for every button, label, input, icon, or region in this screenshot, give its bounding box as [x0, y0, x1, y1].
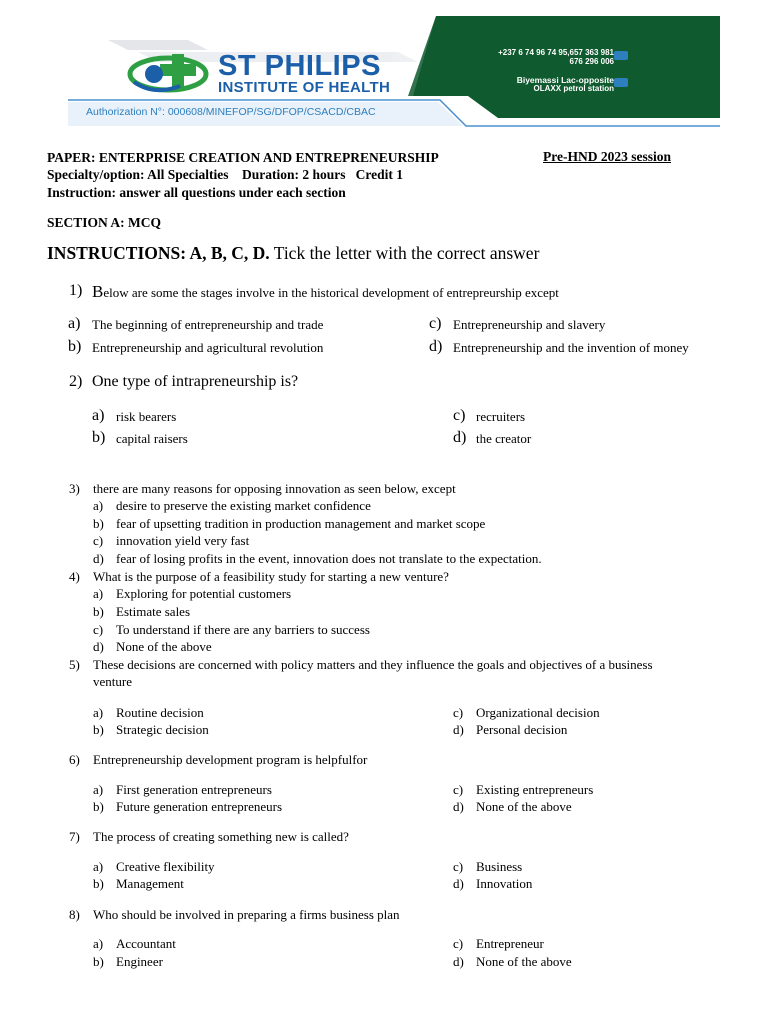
option-text[interactable]: None of the above — [116, 639, 212, 654]
question-first-letter: B — [92, 282, 104, 301]
option-text[interactable]: The beginning of entrepreneurship and trade — [92, 317, 324, 332]
question-text: These decisions are concerned with policy matters and they influence the goals and objectives of a business — [93, 657, 653, 672]
option-letter: d) — [453, 876, 464, 891]
question-text: One type of intrapreneurship is? — [92, 373, 299, 390]
option-text[interactable]: None of the above — [476, 799, 572, 814]
option-letter: c) — [453, 936, 464, 951]
question-number: 1) — [69, 282, 83, 299]
option-text[interactable]: Accountant — [116, 936, 176, 951]
question-text: there are many reasons for opposing innovation as seen below, except — [93, 481, 456, 496]
question-number: 6) — [69, 752, 80, 767]
question-text: The process of creating something new is called? — [93, 829, 349, 844]
option-letter: c) — [93, 533, 104, 548]
option-letter: b) — [68, 338, 82, 355]
option-text[interactable]: Management — [116, 876, 184, 891]
phone-line-1: +237 6 74 96 74 95,657 363 981 — [498, 48, 614, 57]
paper-title: PAPER: ENTERPRISE CREATION AND ENTREPRENEURSHIP — [47, 150, 439, 165]
option-text[interactable]: fear of upsetting tradition in production management and market scope — [116, 516, 486, 531]
institute-name: ST PHILIPS — [218, 50, 381, 82]
option-letter: c) — [93, 622, 104, 637]
option-letter: d) — [453, 722, 464, 737]
question-text: Entrepreneurship development program is helpfulfor — [93, 752, 368, 767]
option-letter: c) — [453, 859, 464, 874]
option-text[interactable]: Innovation — [476, 876, 533, 891]
option-letter: a) — [92, 407, 105, 424]
instructions-rest: Tick the letter with the correct answer — [269, 243, 540, 263]
option-text[interactable]: Organizational decision — [476, 705, 600, 720]
option-letter: b) — [93, 722, 104, 737]
option-text[interactable]: Routine decision — [116, 705, 204, 720]
instruction-line: Instruction: answer all questions under each section — [47, 185, 346, 200]
question-text: Who should be involved in preparing a firms business plan — [93, 907, 400, 922]
option-letter: d) — [429, 338, 443, 355]
option-text[interactable]: Strategic decision — [116, 722, 209, 737]
option-letter: d) — [453, 429, 467, 446]
option-letter: d) — [93, 639, 104, 654]
question-number: 2) — [69, 373, 83, 390]
option-text[interactable]: Engineer — [116, 954, 163, 969]
option-text[interactable]: Entrepreneur — [476, 936, 544, 951]
option-letter: a) — [68, 315, 81, 332]
option-letter: c) — [429, 315, 442, 332]
question-number: 3) — [69, 481, 80, 496]
option-text[interactable]: Entrepreneurship and slavery — [453, 317, 606, 332]
option-letter: b) — [93, 516, 104, 531]
option-text[interactable]: None of the above — [476, 954, 572, 969]
option-text[interactable]: the creator — [476, 431, 532, 446]
option-letter: a) — [93, 586, 104, 601]
option-letter: a) — [93, 705, 104, 720]
institute-subtitle: INSTITUTE OF HEALTH — [218, 79, 391, 96]
address-line-1: Biyemassi Lac-opposite — [516, 75, 614, 85]
option-text[interactable]: Entrepreneurship and the invention of money — [453, 340, 689, 355]
institute-banner — [68, 16, 720, 132]
option-text[interactable]: desire to preserve the existing market confidence — [116, 498, 371, 513]
question-number: 7) — [69, 829, 80, 844]
option-text[interactable]: capital raisers — [116, 431, 188, 446]
option-text[interactable]: innovation yield very fast — [116, 533, 250, 548]
option-letter: d) — [453, 954, 464, 969]
question-text — [92, 283, 559, 301]
section-title: SECTION A: MCQ — [47, 215, 162, 230]
option-text[interactable]: risk bearers — [116, 409, 177, 424]
option-letter: a) — [93, 782, 104, 797]
question-text: What is the purpose of a feasibility study for starting a new venture? — [93, 569, 449, 584]
option-text[interactable]: Estimate sales — [116, 604, 191, 619]
option-letter: c) — [453, 407, 466, 424]
address-line-2: OLAXX petrol station — [533, 84, 614, 93]
option-letter: b) — [93, 604, 104, 619]
option-letter: a) — [93, 936, 104, 951]
option-letter: c) — [453, 705, 464, 720]
option-text[interactable]: Creative flexibility — [116, 859, 215, 874]
option-text[interactable]: To understand if there are any barriers to success — [116, 622, 370, 637]
question-text-rest: elow are some the stages involve in the historical development of entrepreurship except — [103, 285, 559, 300]
option-text[interactable]: Existing entrepreneurs — [476, 782, 594, 797]
option-letter: b) — [93, 799, 104, 814]
option-text[interactable]: Future generation entrepreneurs — [116, 799, 283, 814]
option-letter: d) — [453, 799, 464, 814]
option-letter: b) — [92, 429, 106, 446]
option-letter: a) — [93, 498, 104, 513]
option-text[interactable]: First generation entrepreneurs — [116, 782, 272, 797]
question-number: 8) — [69, 907, 80, 922]
option-letter: c) — [453, 782, 464, 797]
specialty-line: Specialty/option: All Specialties Duration: 2 hours Credit 1 — [47, 167, 404, 182]
option-letter: b) — [93, 954, 104, 969]
option-text[interactable]: fear of losing profits in the event, innovation does not translate to the expectation. — [116, 551, 542, 566]
option-letter: a) — [93, 859, 104, 874]
question-number: 5) — [69, 657, 80, 672]
option-text[interactable]: Entrepreneurship and agricultural revolution — [92, 340, 324, 355]
option-text[interactable]: Business — [476, 859, 523, 874]
phone-line-2: 676 296 006 — [569, 57, 614, 66]
option-letter: d) — [93, 551, 104, 566]
authorization-number: Authorization N°: 000608/MINEFOP/SG/DFOP/CSACD/CBAC — [86, 106, 376, 118]
option-text[interactable]: Personal decision — [476, 722, 568, 737]
instructions-heading — [47, 243, 539, 264]
question-number: 4) — [69, 569, 80, 584]
option-letter: b) — [93, 876, 104, 891]
question-text-line2: venture — [93, 674, 132, 689]
instructions-bold: INSTRUCTIONS: A, B, C, D. — [47, 243, 270, 263]
option-text[interactable]: Exploring for potential customers — [116, 586, 292, 601]
session-label: Pre-HND 2023 session — [543, 149, 671, 164]
option-text[interactable]: recruiters — [476, 409, 526, 424]
